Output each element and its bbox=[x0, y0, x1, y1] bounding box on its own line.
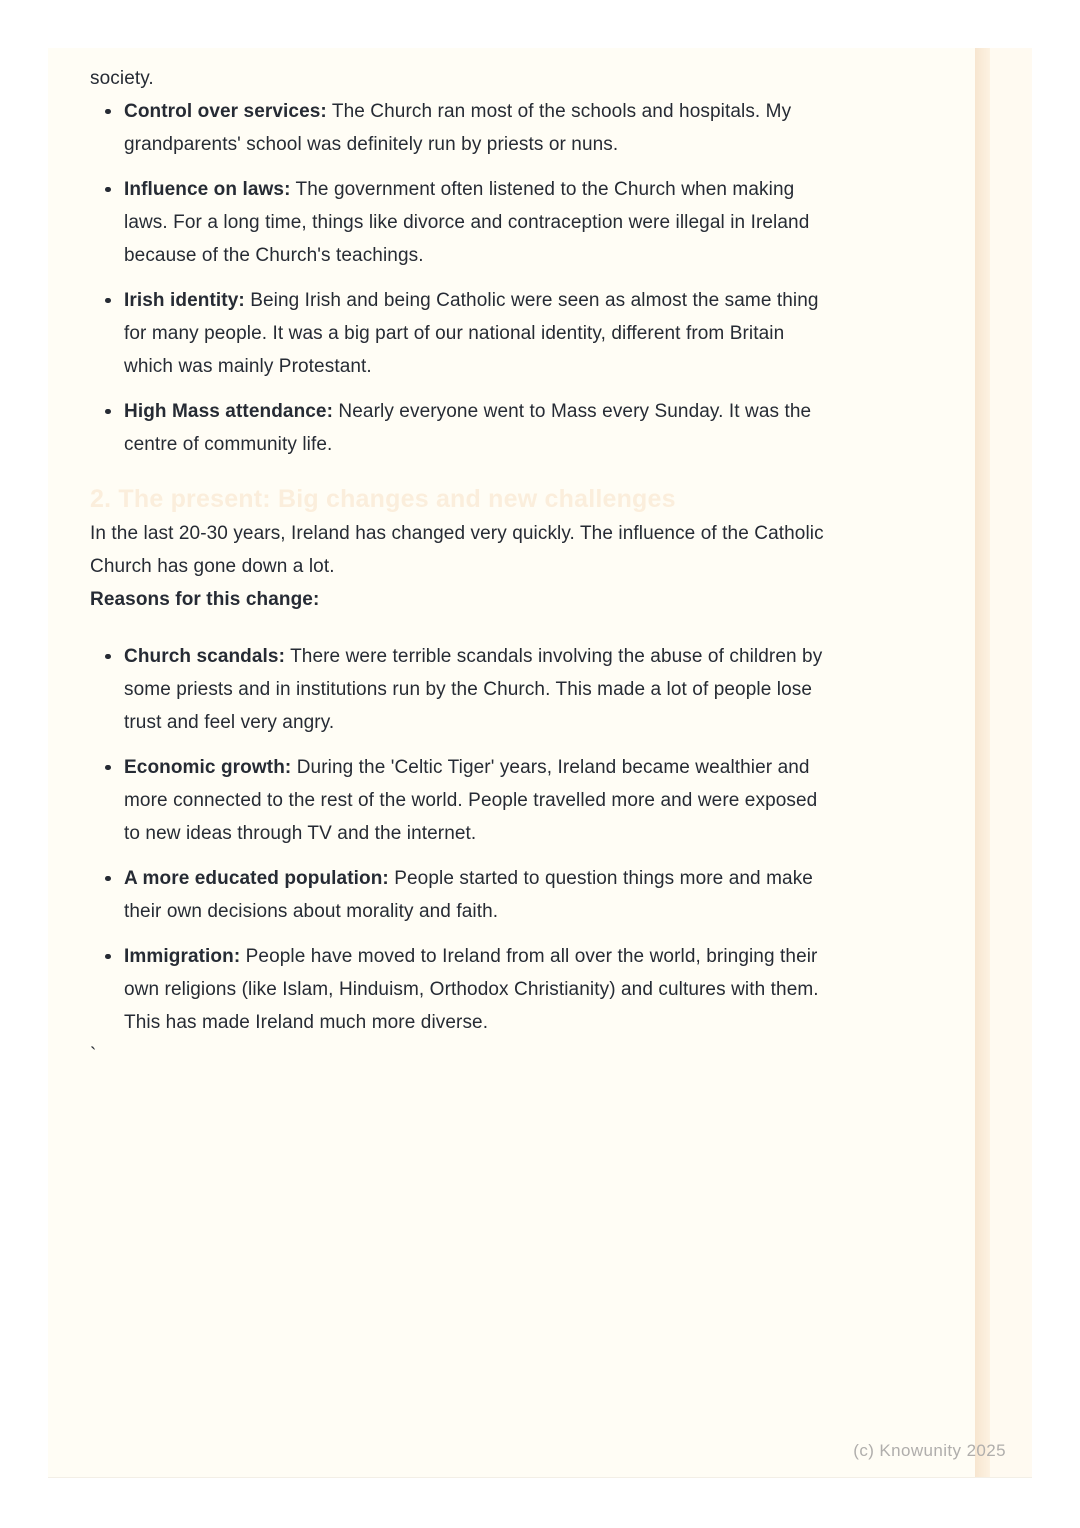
section-intro: In the last 20-30 years, Ireland has changed very quickly. The influence of the Catholic Church has gone down a lot. bbox=[90, 523, 824, 577]
bullet-text: People started to question things more and make their own decisions about morality and faith. bbox=[124, 868, 813, 922]
list-item bbox=[124, 284, 824, 383]
bullet-lead: Economic growth: bbox=[124, 757, 292, 778]
footer-watermark: (c) Knowunity 2025 bbox=[853, 1441, 1006, 1460]
bullet-lead: Influence on laws: bbox=[124, 179, 291, 200]
list-item bbox=[124, 640, 824, 739]
right-margin-zone bbox=[990, 48, 1032, 1477]
bullet-lead: A more educated population: bbox=[124, 868, 389, 889]
bullet-text: Nearly everyone went to Mass every Sunday. It was the centre of community life. bbox=[124, 401, 812, 455]
intro-fragment: society. bbox=[90, 68, 154, 89]
reasons-label: Reasons for this change: bbox=[90, 589, 320, 610]
list-item bbox=[124, 751, 824, 850]
right-accent-strip bbox=[975, 48, 990, 1477]
bullet-text: There were terrible scandals involving the abuse of children by some priests and in institutions run by the Church. This made a lot of people lose trust and feel very angry. bbox=[124, 646, 823, 733]
list-item bbox=[124, 95, 824, 161]
bullet-lead: Immigration: bbox=[124, 946, 241, 967]
bullet-text: During the 'Celtic Tiger' years, Ireland became wealthier and more connected to the rest of the world. People travelled more and were exposed to new ideas through TV and the internet. bbox=[124, 757, 818, 844]
bullet-text: People have moved to Ireland from all over the world, bringing their own religions (like Islam, Hinduism, Orthodox Christianity) and cultures with them. This has made Ireland much more diverse. bbox=[124, 946, 819, 1033]
document-content bbox=[48, 48, 830, 1072]
bullet-list-past-influence bbox=[90, 95, 830, 461]
bullet-text: Being Irish and being Catholic were seen as almost the same thing for many people. It was a big part of our national identity, different from Britain which was mainly Protestant. bbox=[124, 290, 819, 377]
bullet-lead: Control over services: bbox=[124, 101, 327, 122]
bullet-lead: Church scandals: bbox=[124, 646, 286, 667]
document-sheet bbox=[48, 48, 1032, 1478]
list-item bbox=[124, 862, 824, 928]
bullet-lead: High Mass attendance: bbox=[124, 401, 334, 422]
bullet-text: The Church ran most of the schools and hospitals. My grandparents' school was definitely run by priests or nuns. bbox=[124, 101, 792, 155]
list-item bbox=[124, 940, 824, 1039]
bullet-text: The government often listened to the Church when making laws. For a long time, things like divorce and contraception were illegal in Ireland because of the Church's teachings. bbox=[124, 179, 810, 266]
section-heading: 2. The present: Big changes and new challenges bbox=[90, 485, 676, 513]
list-item bbox=[124, 395, 824, 461]
list-item bbox=[124, 173, 824, 272]
stray-backtick: ` bbox=[90, 1045, 97, 1066]
bullet-lead: Irish identity: bbox=[124, 290, 245, 311]
bullet-list-reasons bbox=[90, 640, 830, 1039]
